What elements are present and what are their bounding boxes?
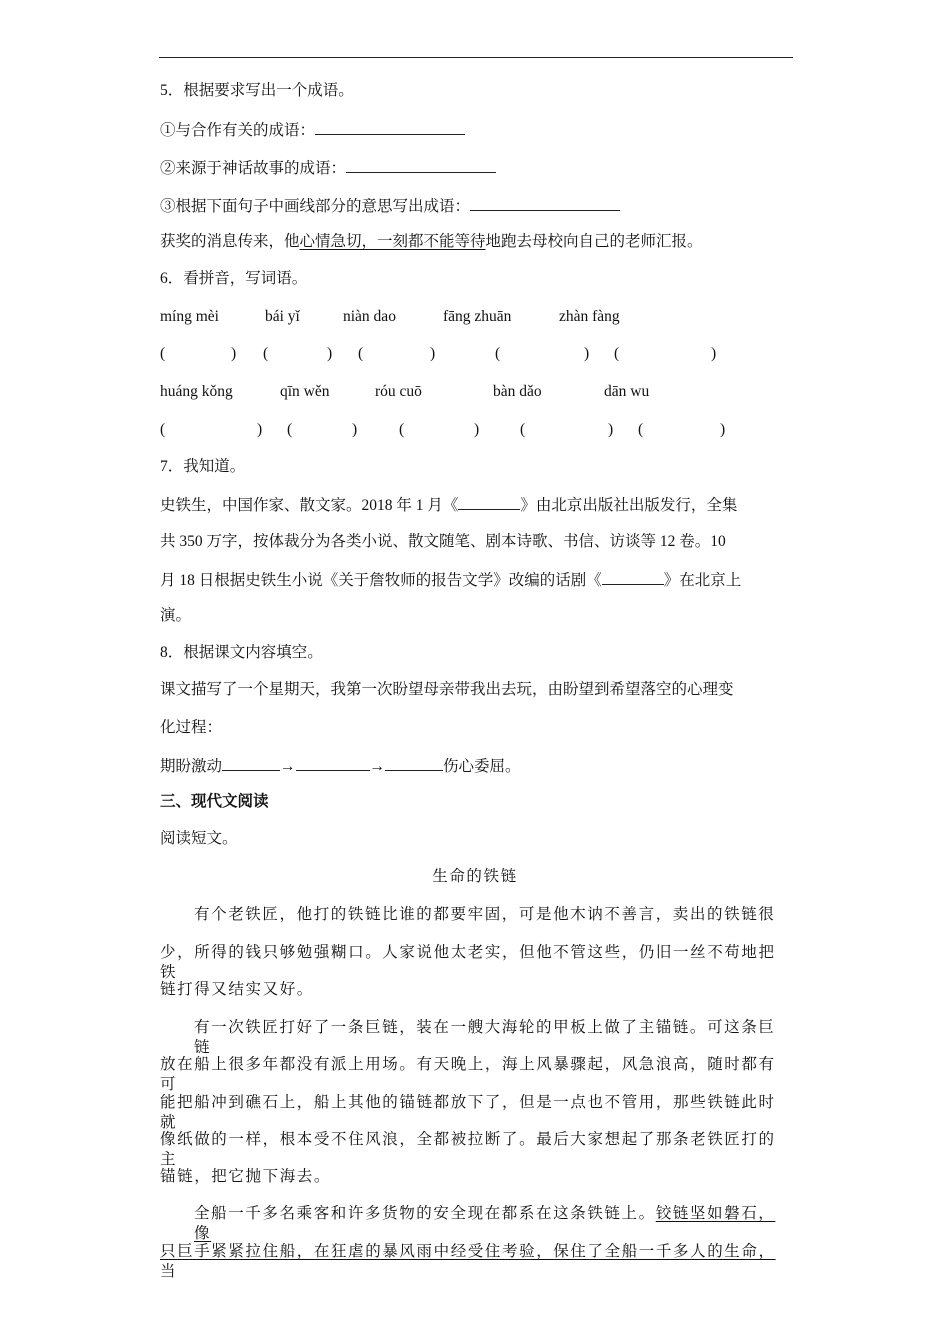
paren-close: ) — [474, 421, 480, 438]
passage-line — [194, 1203, 784, 1243]
sentence-text: 获奖的消息传来，他 — [160, 233, 300, 250]
arrow-icon: → — [369, 758, 386, 775]
paren-close: ) — [327, 345, 333, 362]
answer-blank[interactable] — [222, 755, 280, 771]
q5-item-2-label: ②来源于神话故事的成语： — [160, 160, 347, 177]
section-heading: 三、现代文阅读 — [160, 793, 269, 810]
paren-open: ( — [160, 345, 166, 362]
passage-line: 有一次铁匠打好了一条巨链，装在一艘大海轮的甲板上做了主锚链。可这条巨链 — [194, 1018, 776, 1056]
pinyin-item: róu cuō — [375, 383, 422, 400]
paren-open: ( — [495, 345, 501, 362]
answer-blank[interactable] — [385, 755, 443, 771]
text-span: 》由北京出版社出版发行，全集 — [520, 497, 738, 514]
text-span: 当 — [160, 1262, 178, 1280]
paren-open: ( — [287, 421, 293, 438]
pinyin-item: bái yǐ — [265, 308, 300, 325]
q5-item-2 — [160, 157, 496, 179]
paren-close: ) — [584, 345, 590, 362]
q5-item-3-label: ③根据下面句子中画线部分的意思写出成语： — [160, 198, 471, 215]
q8-line-1: 课文描写了一个星期天，我第一次盼望母亲带我出去玩，由盼望到希望落空的心理变 — [160, 681, 734, 698]
section-instruction: 阅读短文。 — [160, 830, 238, 847]
underlined-phrase: 铰链坚如磐石，像 — [194, 1204, 776, 1242]
paren-open: ( — [520, 421, 526, 438]
paren-open: ( — [638, 421, 644, 438]
answer-blank[interactable] — [458, 494, 520, 510]
answer-blank[interactable] — [602, 569, 664, 585]
answer-blank[interactable] — [296, 755, 370, 771]
passage-line: 链打得又结实又好。 — [160, 980, 314, 998]
text-span: 》在北京上 — [663, 572, 742, 589]
header-rule — [159, 57, 793, 58]
paren-open: ( — [399, 421, 405, 438]
answer-blank[interactable] — [315, 119, 465, 135]
passage-line: 少，所得的钱只够勉强糊口。人家说他太老实，但他不管这些，仍旧一丝不苟地把铁 — [160, 943, 776, 981]
q5-sentence — [160, 232, 703, 252]
arrow-icon: → — [280, 758, 296, 775]
q7-line-2: 共 350 万字，按体裁分为各类小说、散文随笔、剧本诗歌、书信、访谈等 12 卷。10 — [160, 533, 726, 550]
text-span: 期盼激动 — [160, 758, 223, 775]
paren-close: ) — [608, 421, 614, 438]
q5-item-1 — [160, 119, 465, 141]
q6-title: 6．看拼音，写词语。 — [160, 270, 308, 287]
pinyin-item: dān wu — [604, 383, 650, 400]
text-span: 月 18 日根据史铁生小说《关于詹牧师的报告文学》改编的话剧《 — [160, 572, 602, 589]
q8-chain — [160, 755, 521, 777]
q8-line-2: 化过程： — [160, 719, 223, 736]
passage-line: 放在船上很多年都没有派上用场。有天晚上，海上风暴骤起，风急浪高，随时都有可 — [160, 1055, 776, 1093]
paren-close: ) — [711, 345, 717, 362]
passage-line: 锚链，把它抛下海去。 — [160, 1167, 332, 1185]
answer-blank[interactable] — [470, 195, 620, 211]
q7-line-1 — [160, 494, 737, 516]
answer-blank[interactable] — [346, 157, 496, 173]
passage-line: 有个老铁匠，他打的铁链比谁的都要牢固，可是他木讷不善言，卖出的铁链很 — [194, 905, 776, 923]
pinyin-item: bàn dǎo — [493, 383, 542, 400]
text-span: 史铁生，中国作家、散文家。2018 年 1 月《 — [160, 497, 459, 514]
pinyin-item: zhàn fàng — [559, 308, 620, 325]
pinyin-item: fāng zhuān — [443, 308, 512, 325]
pinyin-item: qīn wěn — [280, 383, 330, 400]
paren-close: ) — [430, 345, 436, 362]
passage-line — [160, 1241, 784, 1281]
paren-open: ( — [614, 345, 620, 362]
paren-open: ( — [263, 345, 269, 362]
q7-line-3 — [160, 569, 741, 591]
pinyin-item: míng mèi — [160, 308, 219, 325]
sentence-text: 地跑去母校向自己的老师汇报。 — [485, 233, 703, 250]
underlined-phrase: 心情急切，一刻都不能等待 — [299, 233, 486, 250]
underlined-phrase: 只巨手紧紧拉住船，在狂虐的暴风雨中经受住考验，保住了全船一千多人的生命， — [160, 1242, 776, 1260]
pinyin-item: niàn dao — [343, 308, 396, 325]
paren-close: ) — [720, 421, 726, 438]
text-span: 全船一千多名乘客和许多货物的安全现在都系在这条铁链上。 — [194, 1204, 656, 1222]
paren-close: ) — [257, 421, 263, 438]
paren-open: ( — [358, 345, 364, 362]
q5-item-3 — [160, 195, 620, 217]
q5-item-1-label: ①与合作有关的成语： — [160, 122, 316, 139]
paren-close: ) — [352, 421, 358, 438]
q7-line-4: 演。 — [160, 607, 192, 624]
text-span: 伤心委屈。 — [443, 758, 521, 775]
passage-title: 生命的铁链 — [432, 867, 518, 885]
pinyin-item: huáng kǒng — [160, 383, 233, 400]
q5-title: 5．根据要求写出一个成语。 — [160, 82, 354, 99]
passage-line: 能把船冲到礁石上，船上其他的锚链都放下了，但是一点也不管用，那些铁链此时就 — [160, 1093, 776, 1131]
paren-open: ( — [160, 421, 166, 438]
q7-title: 7．我知道。 — [160, 458, 246, 475]
passage-line: 像纸做的一样，根本受不住风浪，全都被拉断了。最后大家想起了那条老铁匠打的主 — [160, 1130, 776, 1168]
paren-close: ) — [231, 345, 237, 362]
q8-title: 8．根据课文内容填空。 — [160, 644, 323, 661]
